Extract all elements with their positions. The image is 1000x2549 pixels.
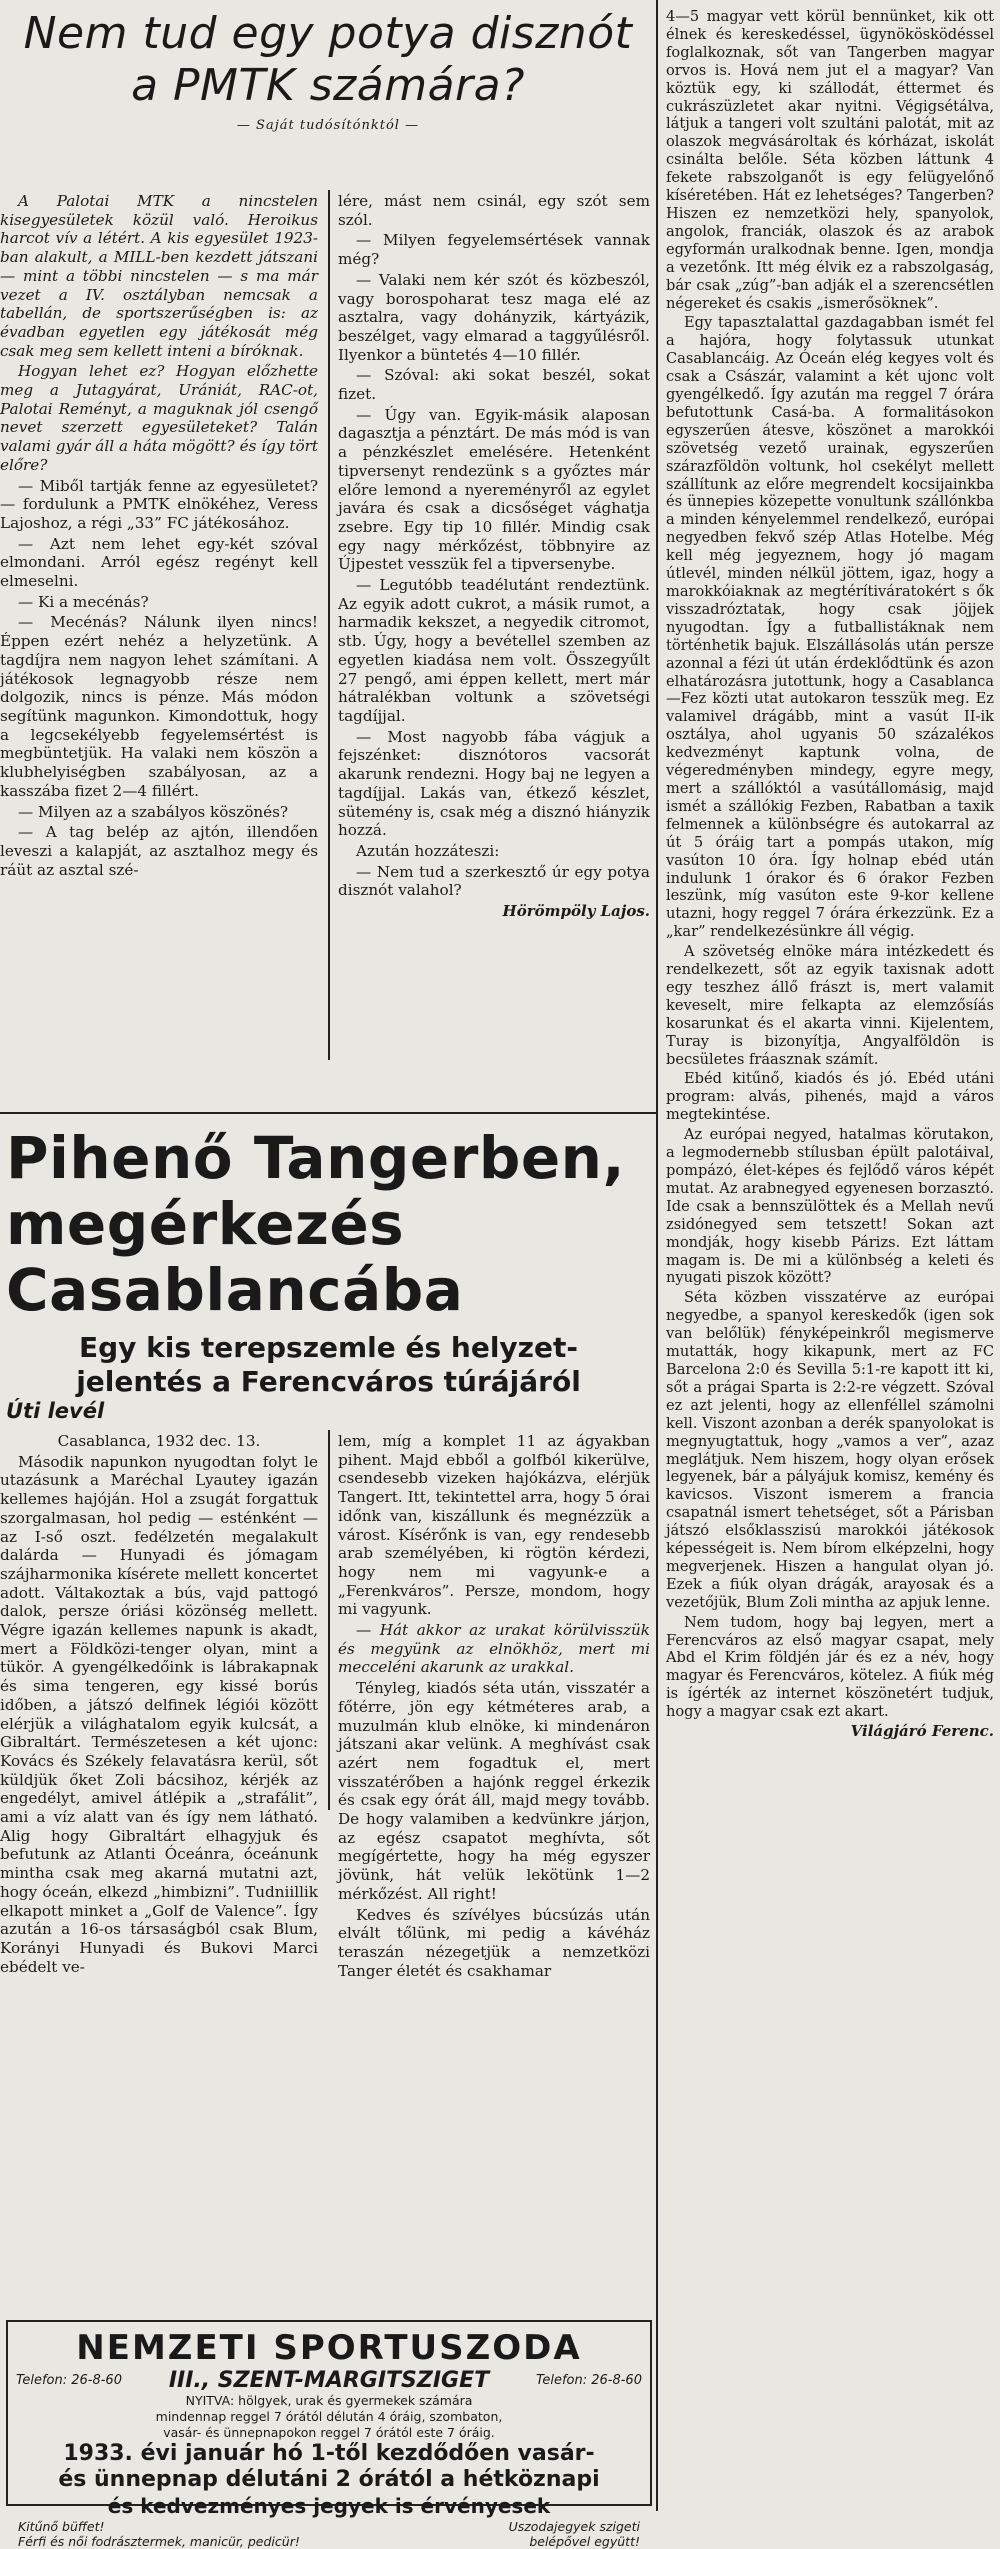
article2-subhead-line2: jelentés a Ferencváros túrájáról: [76, 1365, 581, 1398]
paragraph: lem, míg a komplet 11 az ágyakban pihent. Majd ebből a golfból kikerülve, csendesebb vizeken hajókázva, elérjük Tangert. Itt, tekintettel arra, hogy 5 órai időnk van, kiszállunk és megnézzük a várost. Kísérőnk is van, egy rendesebb arab személyében, ki rögtön kérdezi, hogy nem mi vagyunk-e a „Ferenkváros”. Persze, mondom, hogy mi vagyunk.: [338, 1432, 650, 1619]
paragraph: lére, mást nem csinál, egy szót sem szól.: [338, 192, 650, 229]
ad-notice-line2: és ünnepnap délutáni 2 órától a hétköznapi: [58, 2467, 600, 2492]
ad-opening-line3: vasár- és ünnepnapokon reggel 7 órától este 7 óráig.: [163, 2425, 495, 2440]
column-rule-right: [656, 0, 658, 2511]
paragraph: Séta közben visszatérve az európai negyedbe, a spanyol kereskedők (igen sok van belőlük) fényképeinkről megismerve mutatták, hogy kikapunk, mert az FC Barcelona 2:0 és Sevilla 5:1-re kapott itt ki, sőt a prágai Sparta is 2:2-re végzett. Szóval ez azt jelenti, hogy az ellenféllel számolni kell. Viszont azonban a derék spanyolokat is megnyugtattuk, hogy „vamos a ver”, azaz meglátjuk. Nem hiszem, hogy olyan erősek legyenek, bár a pályájuk komisz, kemény és kavicsos. Viszont ismerem a francia csapatnál ismert tehetséget, sőt a Párisban játszó elsőklasszisú marokkói játékosok képességeit is. Nem bírom elképzelni, hogy megverjenek. Hiszen a hangulat olyan jó. Ezek a fiúk olyan drágák, arayosak és a vezetőjük, Blum Zoli mintha az apjuk lenne.: [666, 1289, 994, 1611]
article1-headline-line1: Nem tud egy potya disznót: [23, 8, 633, 59]
paragraph: A Palotai MTK a nincstelen kisegyesületek közül való. Heroikus harcot vív a létért. A kis egyesület 1923-ban alakult, a MILL-ben kezdett játszani — mint a többi nincstelen — s ma már vezet a IV. osztályban nemcsak a tabellán, de sportszerűségben is: az évadban egyetlen egy játékosát még csak meg sem kellett inteni a bíróknak.: [0, 192, 318, 360]
paragraph: Az európai negyed, hatalmas körutakon, a legmodernebb stílusban épült palotáival, pompázó, élet-képes és fejlődő város képét mutat. Az arabnegyed egyenesen borzasztó. Ide csak a bennszülöttek és a Mellah nevű zsidónegyed sem tetszett! Sokan azt mondják, hogy kisebb Párizs. Ezt láttam magam is. De mi a különbség a keleti és nyugati piszok között?: [666, 1126, 994, 1287]
paragraph: — Szóval: aki sokat beszél, sokat fizet.: [338, 366, 650, 404]
sportuszoda-ad: [6, 2320, 652, 2549]
ad-foot-left2: Férfi és női fodrásztermek, manicür, pedicür!: [18, 2534, 300, 2549]
ad-name: NEMZETI SPORTUSZODA: [76, 2328, 582, 2368]
article1-signature: Hörömpöly Lajos.: [502, 902, 650, 921]
paragraph: Hogyan lehet ez? Hogyan előzhette meg a Jutagyárat, Urániát, RAC-ot, Palotai Reményt, a maguknak jól csengő nevet szerzett egyesületeket? Talán valami gyár áll a háta mögött? és így tört előre?: [0, 362, 318, 474]
paragraph: Kedves és szívélyes búcsúzás után elvált tőlünk, mi pedig a kávéház teraszán nézegetjük a nemzetközi Tanger életét és csakhamar: [338, 1905, 650, 1980]
paragraph: — Legutóbb teadélutánt rendeztünk. Az egyik adott cukrot, a másik rumot, a harmadik kekszet, a negyedik citromot, stb. Úgy, hogy a bevétellel szemben az egyetlen kiadása nem volt. Összegyűlt 27 pengő, ami éppen kellett, mert már hátralékban voltunk a szövetségi tagdíjjal.: [338, 576, 650, 725]
ad-opening-line2: mindennap reggel 7 órától délután 4 óráig, szombaton,: [155, 2409, 503, 2424]
paragraph: — Milyen az a szabályos köszönés?: [18, 802, 289, 821]
paragraph: — Ki a mecénás?: [18, 592, 149, 611]
paragraph: — Nem tud a szerkesztő úr egy potya disznót valahol?: [338, 862, 650, 900]
ad-opening-line1: NYITVA: hölgyek, urak és gyermekek számára: [185, 2393, 473, 2408]
ad-notice-line3: és kedvezményes jegyek is érvényesek: [107, 2494, 551, 2518]
paragraph: — Miből tartják fenne az egyesületet? — fordulunk a PMTK elnökéhez, Veress Lajoshoz, a régi „33” FC játékosához.: [0, 476, 318, 532]
ad-foot-right1: Uszodajegyek szigeti: [508, 2519, 640, 2534]
paragraph: Második napunkon nyugodtan folyt le utazásunk a Maréchal Lyautey igazán kellemes hajóján. Hol a zsugát forgattuk szorgalmasan, hol pedig — esténként — az I-ső oszt. fedélzetén megalakult dalárda — Hunyadi és jómagam szájharmonika kísérete mellett koncertet adott. Váltakoztak a bús, vajd pattogó dalok, persze óriási közönség mellett. Végre igazán kellemes napunk is akadt, mert a Földközi-tenger olyan, mint a tükör. A gyengélkedőink is lábrakapnak és sima tengeren, egy kissé borús időben, a játszó delfinek légiói között elérjük a világhatalom egyik kulcsát, a Gibraltárt. Természetesen a két ujonc: Kovács és Székely felavatásra kerül, sőt küldjük őket Zoli bácsihoz, kérjék az engedélyt, amivel átlépik a „strafálit”, ami a víz alatt van és így nem látható. Alig hogy Gibraltárt elhagyjuk és befutunk az Atlanti Óceánra, óceánunk mintha csak meg akarná mutatni azt, hogy óceán, elkezd „himbizni”. Tudniillik elkapott minket a „Golf de Valence”. Így azután a 16-os társaságból csak Blum, Korányi Hunyadi és Bukovi Marci ebédelt ve-: [0, 1452, 318, 1976]
article1-headline-line2: a PMTK számára?: [131, 60, 525, 111]
paragraph: Ebéd kitűnő, kiadós és jó. Ebéd utáni program: alvás, pihenés, majd a város megtekintése.: [666, 1070, 994, 1124]
ad-address: III., SZENT-MARGITSZIGET: [168, 2368, 490, 2393]
paragraph: Nem tudom, hogy baj legyen, mert a Ferencváros az első magyar csapat, mely Abd el Krim földjén jár és ez a név, hogy magyar és Ferencváros, kötelez. A fiúk még is ígérték az internet köszönetért tudjuk, hogy a magyar csak ezt akart.: [666, 1613, 994, 1721]
article1-col2: [338, 192, 650, 1102]
paragraph: — Milyen fegyelemsértések vannak még?: [338, 231, 650, 269]
paragraph: Tényleg, kiadós séta után, visszatér a főtérre, jön egy kétméteres arab, a muzulmán klub elnöke, ki mindenáron játszani akar velünk. A meghívást csak azért nem fogadtuk el, mert visszatérőben a hajónk reggel érkezik és csak egy órát áll, majd megy tovább. De hogy valamiben a kedvünkre járjon, az egész csapatot meghívta, sőt megígértette, hogy ha még egyszer jövünk, hát velük lekötünk 1—2 mérkőzést. All right!: [338, 1679, 650, 1903]
article-separator: [0, 1112, 656, 1114]
article1-col1: [0, 192, 318, 1092]
article2-label: Úti levél: [6, 1399, 105, 1423]
paragraph: — Azt nem lehet egy-két szóval elmondani. Arról egész regényt kell elmeselni.: [0, 534, 318, 591]
paragraph: — Most nagyobb fába vágjuk a fejszénket: disznótoros vacsorát akarunk rendezni. Hogy baj ne legyen a tagdíjjal. Lakás van, étkező készlet, sütemény is, csak még a disznó hiányzik hozzá.: [338, 727, 650, 840]
paragraph: — Úgy van. Egyik-másik alaposan dagasztja a pénztárt. De más mód is van a pénzkészlet emelésére. Hetenként tipversenyt rendezünk s a győztes már előre lemond a nyereményről az egylet javára és csak a dicsőséget vághatja zsebre. Egy tip 10 fillér. Mindig csak egy nagy mérkőzést, többnyire az Újpestet vesszük fel a tipversenybe.: [338, 405, 650, 574]
paragraph: Egy tapasztalattal gazdagabban ismét fel a hajóra, hogy folytassuk utunkat Casablancáig. Az Óceán elég kegyes volt és csak a Császár, valamint a két ujonc volt gyengélkedő. Így azután ma reggel 7 órára befutottunk Casá-ba. A formalitásokon egyszerűen átesve, köszönet a marokkói szövetség vezető urainak, egyszerűen szárazföldön voltunk, hol csekélyt mellett szállítunk az előre megrendelt kocsijainkba és ünnepies közepette vonultunk szállónkba a minden kényelemmel rendelkező, európai negyedben fekvő szép Atlas Hotelbe. Még kell még jegyeznem, hogy jó magam útlevél, minden nélkül jöttem, igaz, hogy a marokkóiaknak az megtérítiváratokért s ők visszadróztatak, hogy csak jöjjek nyugodtan. Így a futballistáknak nem történhetik bajuk. Elszállásolás után persze azonnal a fézi út után érdeklődtünk és azon elhatározásra jutottunk, hogy a Casablanca—Fez közti utat autokaron tesszük meg. Ez valamivel drágább, mint a vasút II-ik osztálya, ahol ugyanis 50 százalékos kedvezményt kaptunk volna, de végeredményben mindegy, egyre megy, mert a szállóktól a vasútállomásig, majd ismét a szállókig Fezben, Rabatban a taxik felmennek a különbségre és autokarral az út 5 óráig tart a pompás utakon, míg vasúton 10 óra. Így holnap ebéd után indulunk 1 órakor és 6 órakor Fezben leszünk, míg vasúton este 9-kor kellene utazni, hogy reggel 7 órára érkezzünk. Ez a „kar” rendelkezésünkre áll végig.: [666, 314, 994, 941]
ad-telephone-right: Telefon: 26-8-60: [536, 2373, 642, 2388]
paragraph: — Hát akkor az urakat körülvisszük és megyünk az elnökhöz, mert mi mecceléni akarunk az urakkal.: [338, 1621, 650, 1677]
article2-col2: [338, 1432, 650, 1980]
article2-subhead-line1: Egy kis terepszemle és helyzet-: [79, 1331, 578, 1364]
ad-telephone-left: Telefon: 26-8-60: [16, 2373, 122, 2388]
article2-col1: [0, 1432, 318, 1976]
ad-notice-line1: 1933. évi január hó 1-től kezdődően vasár-: [63, 2441, 595, 2466]
article2-right-column: [666, 8, 994, 2506]
paragraph: — A tag belép az ajtón, illendően leveszi a kalapját, az asztalhoz megy és ráüt az asztal szé-: [0, 823, 318, 879]
article2-header: [6, 1125, 651, 1430]
paragraph: Casablanca, 1932 dec. 13.: [57, 1432, 261, 1450]
paragraph: — Mecénás? Nálunk ilyen nincs! Éppen ezért nehéz a helyzetünk. A tagdíjra nem nagyon lehet számítani. A játékosok legnagyobb része nem dolgozik, nincs is pénze. Más módon segítünk magunkon. Kimondottuk, hogy a legcsekélyebb fegyelemsértést is megbüntetjük. Ha valaki nem köszön a klubhelyiségben szabályosan, az a kasszába fizet 2—4 fillért.: [0, 613, 318, 800]
column-rule-left: [328, 190, 330, 1060]
paragraph: Azután hozzáteszi:: [356, 841, 500, 860]
paragraph: 4—5 magyar vett körül bennünket, kik ott élnek és kereskedéssel, ügynökösködéssel foglalkoznak, sőt van Tangerben magyar orvos is. Hová nem jut el a magyar? Van köztük egy, ki szállodát, éttermet és cukrászüzletet akar nyitni. Végigsétálva, látjuk a tangeri volt szultáni palotát, mit az olaszok megvásároltak és kórházat, iskolát csinálta belőle. Séta közben láttunk 4 fekete rabszolganőt is egy felügyelőnő kíséretében. Hát ez lehetséges? Tangerben? Hiszen ez nemzetközi hely, spanyolok, angolok, franciák, olaszok és az arabok egyformán uralkodnak benne. Igen, mondja a vezetőnk. Itt még élvik ez a rabszolgaság, bár csak „zúg”-ban adják el a szerencsétlen négereket és csakis „ismerősöknek”.: [666, 8, 994, 312]
paragraph: — Valaki nem kér szót és közbeszól, vagy borospoharat tesz maga elé az asztalra, vagy dohányzik, kártyázik, beszélget, vagy elmarad a taggyűlésről. Ilyenkor a büntetés 4—10 fillér.: [338, 270, 650, 364]
paragraph: A szövetség elnöke mára intézkedett és rendelkezett, sőt az egyik taxisnak adott egy teszhez állő frászt is, mert valamit keveselt, mire felkapta az elemzősíás kosarunkat és el akarta vinni. Kijelentem, Turay is bizonyítja, Angyalföldön is becsületes fráasznak számít.: [666, 943, 994, 1068]
article2-headline-line3: Casablancába: [6, 1256, 464, 1324]
column-rule-article2: [328, 1430, 330, 1810]
article1-header: [0, 8, 656, 168]
article1-source: — Saját tudósítónktól —: [236, 118, 420, 133]
article2-headline-line1: Pihenő Tangerben,: [6, 1124, 626, 1192]
ad-foot-right2: belépővel együtt!: [529, 2534, 640, 2549]
article2-headline-line2: megérkezés: [6, 1190, 405, 1258]
ad-foot-left1: Kitűnő büffet!: [18, 2519, 105, 2534]
article2-signature: Világjáró Ferenc.: [850, 1722, 994, 1741]
